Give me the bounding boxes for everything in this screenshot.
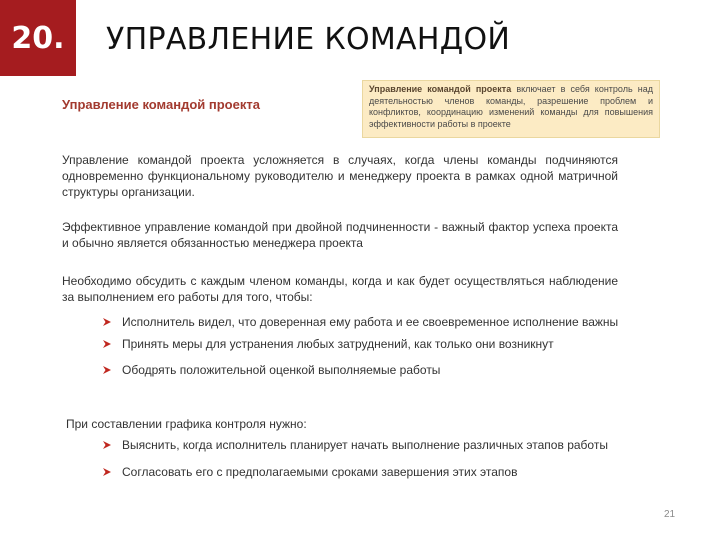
list-item-text: Согласовать его с предполагаемыми сроками завершения этих этапов xyxy=(122,465,518,479)
list-item-text: Принять меры для устранения любых затруднений, как только они возникнут xyxy=(122,337,554,351)
paragraph-2: Эффективное управление командой при двойной подчиненности - важный фактор успеха проекта и обычно является обязанностью менеджера проекта xyxy=(62,220,618,250)
arrow-bullet-icon xyxy=(102,467,112,477)
callout-text: включает в себя контроль над деятельностью членов команды, разрешение проблем и конфликтов, координацию изменений команды для повышения эффективности работы в проекте xyxy=(369,84,653,129)
list-item xyxy=(100,465,620,480)
arrow-bullet-icon xyxy=(102,440,112,450)
list-item xyxy=(100,315,620,330)
arrow-bullet-icon xyxy=(102,365,112,375)
callout-highlight: Управление командой проекта xyxy=(369,84,512,94)
page-number: 21 xyxy=(664,509,676,520)
list-item xyxy=(100,337,620,352)
arrow-bullet-icon xyxy=(102,317,112,327)
list-item xyxy=(100,438,620,453)
slide-number-badge xyxy=(0,0,76,76)
slide-number: 20. xyxy=(11,20,65,56)
paragraph-3: Необходимо обсудить с каждым членом команды, когда и как будет осуществляться наблюдение за выполнением его работы для того, чтобы: xyxy=(62,274,618,304)
definition-callout xyxy=(362,80,660,138)
list-item-text: Выяснить, когда исполнитель планирует начать выполнение различных этапов работы xyxy=(122,438,608,452)
arrow-bullet-icon xyxy=(102,339,112,349)
list-item-text: Исполнитель видел, что доверенная ему работа и ее своевременное исполнение важны xyxy=(122,315,619,329)
section-subtitle: Управление командой проекта xyxy=(62,97,260,112)
schedule-section-label: При составлении графика контроля нужно: xyxy=(66,417,307,431)
goals-list xyxy=(100,315,620,378)
list-item-text: Ободрять положительной оценкой выполняемые работы xyxy=(122,363,441,377)
paragraph-1: Управление командой проекта усложняется в случаях, когда члены команды подчиняются одновременно функциональному руководителю и менеджеру проекта в рамках одной матричной структуры организации. xyxy=(62,153,618,199)
slide-title: УПРАВЛЕНИЕ КОМАНДОЙ xyxy=(106,22,511,57)
schedule-list xyxy=(100,438,620,480)
list-item xyxy=(100,363,620,378)
